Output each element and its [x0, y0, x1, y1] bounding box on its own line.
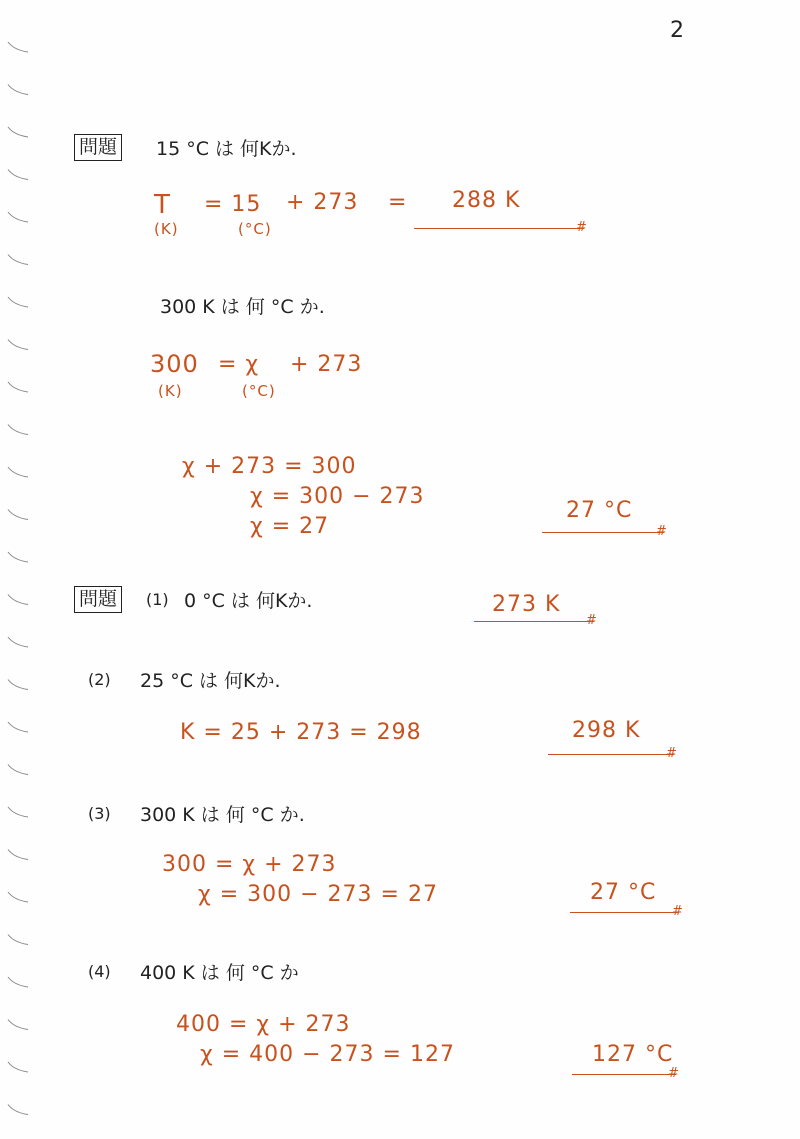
answer-27c-problem3: 27 °C	[590, 880, 657, 905]
ring-mark	[8, 935, 28, 945]
ring-mark	[8, 510, 28, 520]
ring-mark	[8, 892, 28, 902]
problem-3-work-line2: χ = 300 − 273 = 27	[198, 882, 438, 907]
ring-mark	[8, 637, 28, 647]
underline-tick: #	[672, 904, 683, 919]
problem-2-label: (2)	[88, 670, 111, 689]
problem-4-work-line2: χ = 400 − 273 = 127	[200, 1042, 455, 1067]
problem-4-question: 400 K は 何 °C か	[140, 962, 299, 984]
underline-tick: #	[656, 524, 667, 539]
ring-mark	[8, 552, 28, 562]
ring-mark	[8, 1105, 28, 1115]
problem-box-label: 問題	[74, 586, 122, 613]
ring-mark	[8, 977, 28, 987]
ring-mark	[8, 255, 28, 265]
ring-mark	[8, 722, 28, 732]
eq2-rhs: + 273	[290, 352, 363, 377]
underline-tick: #	[586, 613, 597, 628]
notebook-ring-marks	[0, 0, 40, 1139]
eq1-lhs: T	[154, 190, 171, 220]
underline-tick: #	[668, 1066, 679, 1081]
unit-c-label: (°C)	[242, 382, 276, 400]
answer-288k: 288 K	[452, 188, 521, 213]
ring-mark	[8, 340, 28, 350]
problem-4-label: (4)	[88, 962, 111, 981]
ring-mark	[8, 42, 28, 52]
step-1: χ + 273 = 300	[182, 454, 357, 479]
ring-mark	[8, 212, 28, 222]
answer-298k: 298 K	[572, 718, 641, 743]
problem-box-label: 問題	[74, 134, 122, 161]
answer-underline	[414, 228, 584, 229]
ring-mark	[8, 1062, 28, 1072]
answer-27c: 27 °C	[566, 498, 633, 523]
page-number: 2	[670, 18, 684, 43]
answer-underline	[548, 754, 674, 755]
ring-mark	[8, 382, 28, 392]
answer-127c: 127 °C	[592, 1042, 674, 1067]
answer-273k: 273 K	[492, 592, 561, 617]
problem-1-label: (1)	[146, 590, 169, 609]
answer-underline	[572, 1074, 676, 1075]
answer-underline	[474, 621, 594, 622]
ring-mark	[8, 85, 28, 95]
ring-mark	[8, 765, 28, 775]
ring-mark	[8, 127, 28, 137]
ring-mark	[8, 297, 28, 307]
problem-1-question: 0 °C は 何Kか.	[184, 590, 313, 612]
step-3: χ = 27	[250, 514, 330, 539]
ring-mark	[8, 850, 28, 860]
ring-mark	[8, 170, 28, 180]
ring-mark	[8, 680, 28, 690]
unit-k-label: (K)	[154, 220, 179, 238]
answer-underline	[542, 532, 664, 533]
unit-k-label: (K)	[158, 382, 183, 400]
question-300k: 300 K は 何 °C か.	[160, 296, 325, 318]
unit-c-label: (°C)	[238, 220, 272, 238]
ring-mark	[8, 1020, 28, 1030]
underline-tick: #	[576, 220, 587, 235]
eq2-mid: = χ	[218, 352, 260, 377]
step-2: χ = 300 − 273	[250, 484, 425, 509]
ring-mark	[8, 425, 28, 435]
eq2-lhs: 300	[150, 350, 199, 378]
ring-mark	[8, 807, 28, 817]
problem-2-work: K = 25 + 273 = 298	[180, 720, 422, 745]
problem-4-work-line1: 400 = χ + 273	[176, 1012, 351, 1037]
question-15c: 15 °C は 何Kか.	[156, 138, 297, 160]
answer-underline	[570, 912, 678, 913]
eq1-mid: = 15	[204, 192, 262, 217]
problem-2-question: 25 °C は 何Kか.	[140, 670, 281, 692]
ring-mark	[8, 595, 28, 605]
eq1-equals: =	[388, 190, 408, 215]
ring-mark	[8, 467, 28, 477]
eq1-rhs: + 273	[286, 190, 359, 215]
underline-tick: #	[666, 746, 677, 761]
problem-3-label: (3)	[88, 804, 111, 823]
problem-3-work-line1: 300 = χ + 273	[162, 852, 337, 877]
problem-3-question: 300 K は 何 °C か.	[140, 804, 305, 826]
